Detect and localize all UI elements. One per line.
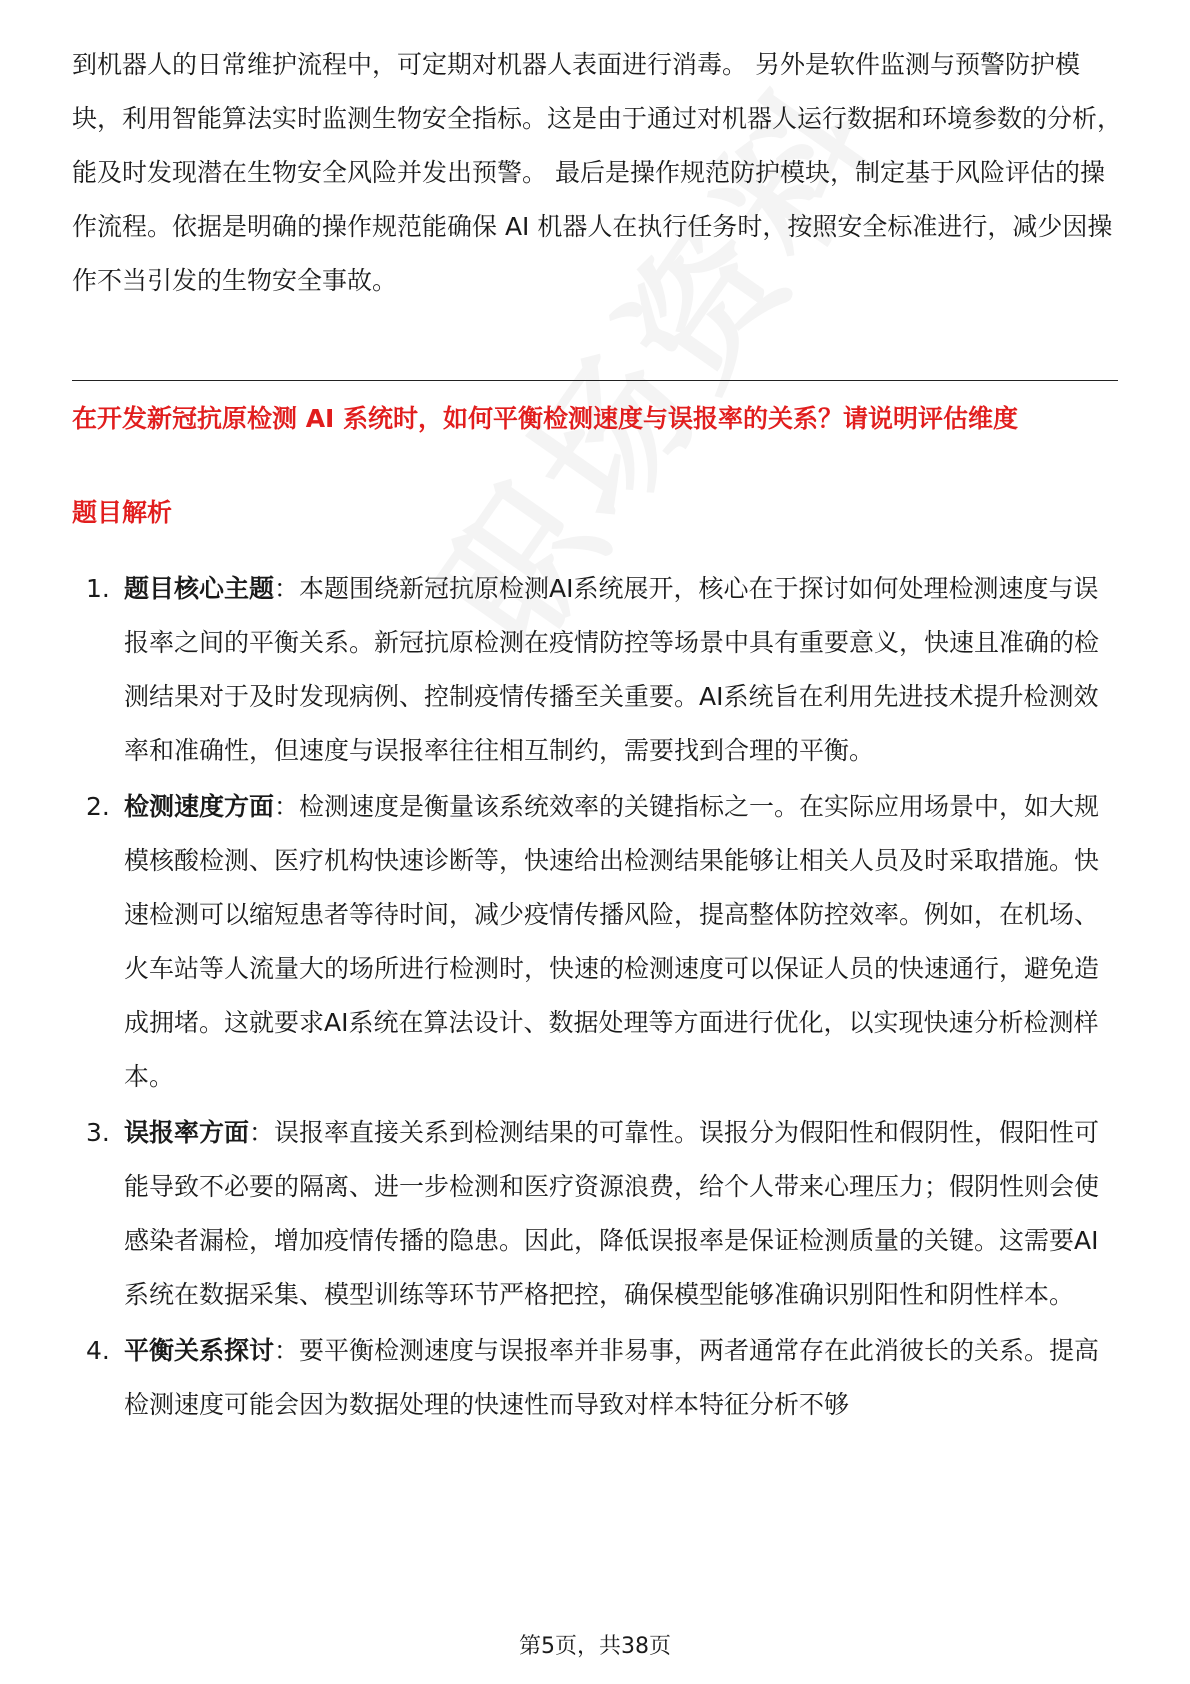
list-text: ：本题围绕新冠抗原检测AI系统展开，核心在于探讨如何处理检测速度与误报率之间的平衡关系。新冠抗原检测在疫情防控等场景中具有重要意义，快速且准确的检测结果对于及时发现病例、控制疫情传播至关重要。AI系统旨在利用先进技术提升检测效率和准确性，但速度与误报率往往相互制约，需要找到合理的平衡。 [124,574,1100,765]
list-number: 1. [86,574,110,603]
list-item [72,1106,1122,1322]
list-term: 误报率方面 [124,1118,250,1147]
page-footer: 第5页，共38页 [519,1634,671,1659]
list-number: 2. [86,792,110,821]
analysis-list [72,562,1122,1434]
list-number: 4. [86,1336,110,1365]
list-term: 检测速度方面 [124,792,275,821]
list-text: ：检测速度是衡量该系统效率的关键指标之一。在实际应用场景中，如大规模核酸检测、医疗机构快速诊断等，快速给出检测结果能够让相关人员及时采取措施。快速检测可以缩短患者等待时间，减少疫情传播风险，提高整体防控效率。例如，在机场、火车站等人流量大的场所进行检测时，快速的检测速度可以保证人员的快速通行，避免造成拥堵。这就要求AI系统在算法设计、数据处理等方面进行优化，以实现快速分析检测样本。 [124,792,1100,1091]
question-title: 在开发新冠抗原检测 AI 系统时，如何平衡检测速度与误报率的关系？请说明评估维度 [72,404,1019,433]
list-term: 平衡关系探讨 [124,1336,275,1365]
list-text: ：误报率直接关系到检测结果的可靠性。误报分为假阳性和假阴性，假阳性可能导致不必要的隔离、进一步检测和医疗资源浪费，给个人带来心理压力；假阴性则会使感染者漏检，增加疫情传播的隐患。因此，降低误报率是保证检测质量的关键。这需要AI系统在数据采集、模型训练等环节严格把控，确保模型能够准确识别阳性和阴性样本。 [124,1118,1100,1309]
intro-paragraph: 到机器人的日常维护流程中，可定期对机器人表面进行消毒。 另外是软件监测与预警防护模块，利用智能算法实时监测生物安全指标。这是由于通过对机器人运行数据和环境参数的分析，能及时发现潜在生物安全风险并发出预警。 最后是操作规范防护模块，制定基于风险评估的操作流程。依据是明确的操作规范能确保 AI 机器人在执行任务时，按照安全标准进行，减少因操作不当引发的生物安全事故。 [72,50,1123,295]
list-item [72,780,1122,1104]
list-item [72,562,1122,778]
list-item [72,1324,1122,1432]
list-text: ：要平衡检测速度与误报率并非易事，两者通常存在此消彼长的关系。提高检测速度可能会因为数据处理的快速性而导致对样本特征分析不够 [124,1336,1100,1419]
analysis-heading: 题目解析 [72,498,173,527]
section-divider [72,380,1118,381]
list-number: 3. [86,1118,110,1147]
list-term: 题目核心主题 [124,574,275,603]
